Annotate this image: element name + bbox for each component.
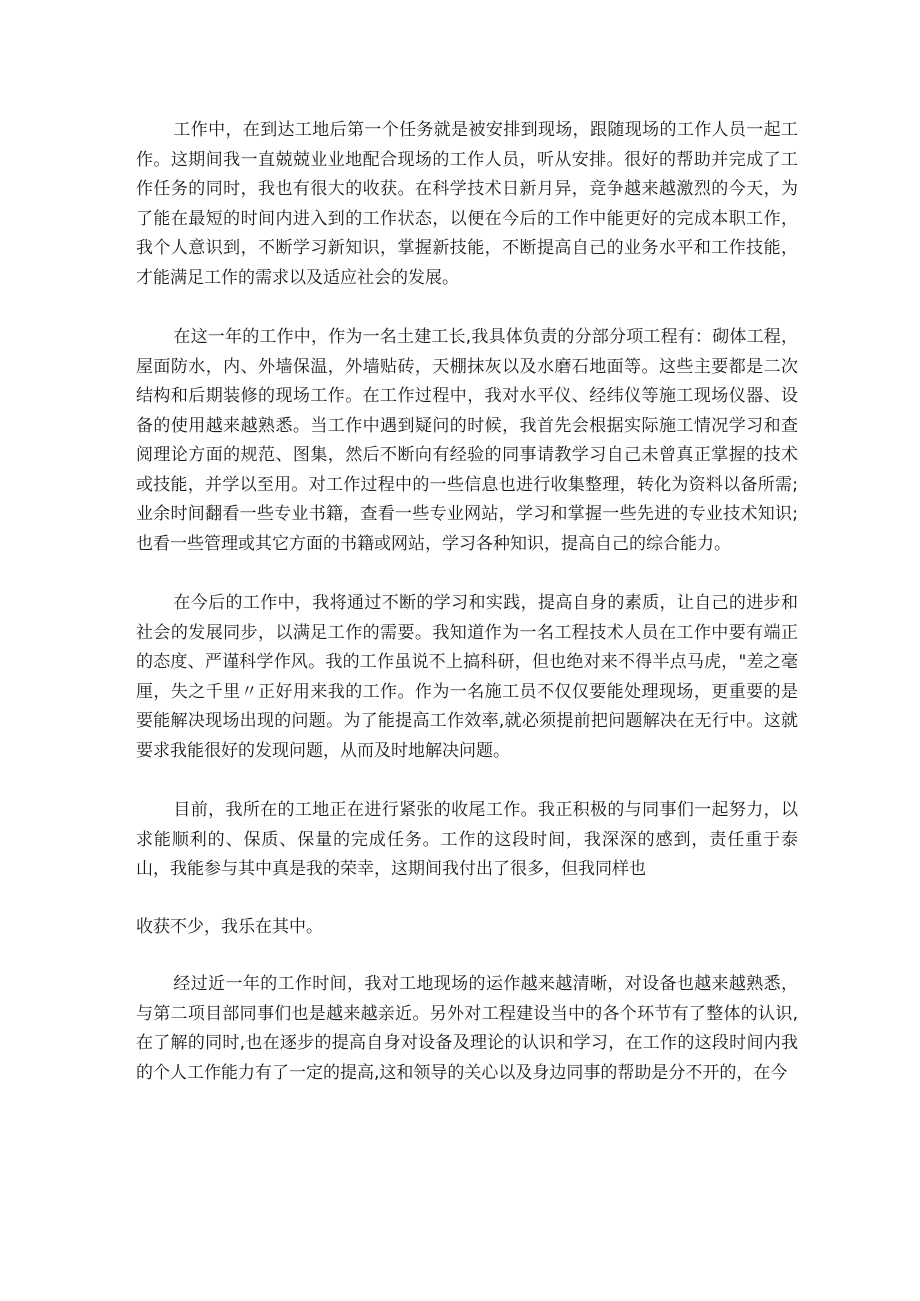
document-body	[136, 116, 798, 1118]
paragraph-5: 收获不少，我乐在其中。	[136, 916, 323, 937]
paragraph-3: 在今后的工作中，我将通过不断的学习和实践，提高自身的素质，让自己的进步和社会的发展同步，以满足工作的需要。我知道作为一名工程技术人员在工作中要有端正的态度、严谨科学作风。我的工作虽说不上搞科研，但也绝对来不得半点马虎，"差之毫厘，失之千里〃正好用来我的工作。作为一名施工员不仅仅要能处理现场，更重要的是要能解决现场出现的问题。为了能提高工作效率,就必须提前把问题解决在无行中。这就要求我能很好的发现问题，从而及时地解决问题。	[136, 593, 798, 761]
paragraph-6: 经过近一年的工作时间，我对工地现场的运作越来越清晰，对设备也越来越熟悉，与第二项目部同事们也是越来越亲近。另外对工程建设当中的各个环节有了整体的认识,在了解的同时,也在逐步的提高自身对设备及理论的认识和学习，在工作的这段时间内我的个人工作能力有了一定的提高,这和领导的关心以及身边同事的帮助是分不开的，在今	[136, 974, 798, 1083]
paragraph-1: 工作中，在到达工地后第一个任务就是被安排到现场，跟随现场的工作人员一起工作。这期间我一直兢兢业业地配合现场的工作人员，听从安排。很好的帮助并完成了工作任务的同时，我也有很大的收获。在科学技术日新月异，竞争越来越激烈的今天，为了能在最短的时间内进入到的工作状态，以便在今后的工作中能更好的完成本职工作，我个人意识到，不断学习新知识，掌握新技能，不断提高自己的业务水平和工作技能，才能满足工作的需求以及适应社会的发展。	[136, 120, 798, 288]
paragraph-4: 目前，我所在的工地正在进行紧张的收尾工作。我正积极的与同事们一起努力，以求能顺利的、保质、保量的完成任务。工作的这段时间，我深深的感到，责任重于泰山，我能参与其中真是我的荣幸，这期间我付出了很多，但我同样也	[136, 800, 798, 879]
paragraph-2: 在这一年的工作中，作为一名土建工长,我具体负责的分部分项工程有：砌体工程，屋面防水，内、外墙保温，外墙贴砖，天棚抹灰以及水磨石地面等。这些主要都是二次结构和后期装修的现场工作。在工作过程中，我对水平仪、经纬仪等施工现场仪器、设备的使用越来越熟悉。当工作中遇到疑问的时候，我首先会根据实际施工情况学习和查阅理论方面的规范、图集，然后不断向有经验的同事请教学习自己未曾真正掌握的技术或技能，并学以至用。对工作过程中的一些信息也进行收集整理，转化为资料以备所需;业余时间翻看一些专业书籍，查看一些专业网站，学习和掌握一些先进的专业技术知识;也看一些管理或其它方面的书籍或网站，学习各种知识，提高自己的综合能力。	[136, 327, 798, 554]
